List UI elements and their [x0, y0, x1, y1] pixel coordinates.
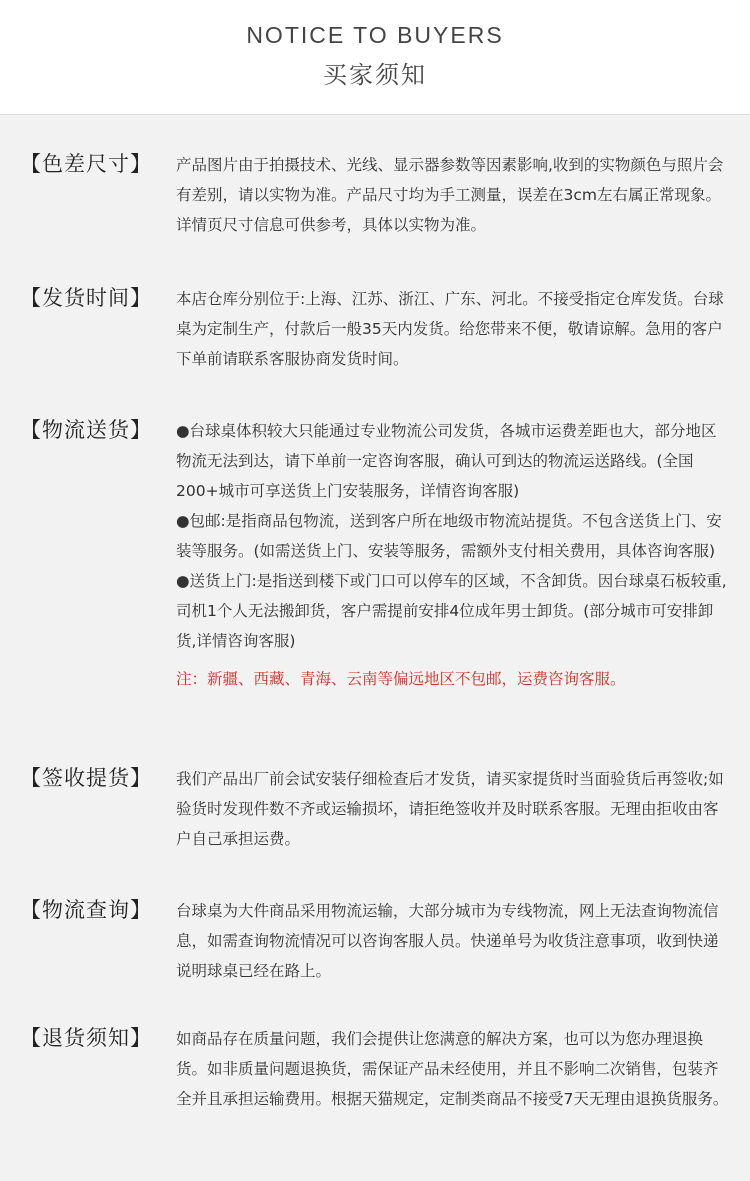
header-subtitle: 买家须知 [323, 61, 427, 89]
section-body-sign-pickup [176, 764, 732, 854]
header-title: NOTICE TO BUYERS [246, 22, 504, 48]
paragraph: 产品图片由于拍摄技术、光线、显示器参数等因素影响,收到的实物颜色与照片会有差别，请以实物为准。产品尺寸均为手工测量，误差在3cm左右属正常现象。详情页尺寸信息可供参考，具体以实物为准。 [176, 156, 724, 234]
section-body-color-size [176, 150, 732, 240]
paragraph: ●送货上门:是指送到楼下或门口可以停车的区域，不含卸货。因台球桌石板较重,司机1个人无法搬卸货，客户需提前安排4位成年男士卸货。(部分城市可安排卸货,详情咨询客服) [176, 572, 727, 650]
paragraph: ●包邮:是指商品包物流，送到客户所在地级市物流站提货。不包含送货上门、安装等服务。(如需送货上门、安装等服务，需额外支付相关费用，具体咨询客服) [176, 512, 722, 560]
section-body-logistics-query [176, 896, 732, 986]
remote-area-note: 注：新疆、西藏、青海、云南等偏远地区不包邮，运费咨询客服。 [176, 670, 626, 688]
page-header [0, 0, 750, 115]
paragraph: 如商品存在质量问题，我们会提供让您满意的解决方案，也可以为您办理退换货。如非质量问题退换货，需保证产品未经使用，并且不影响二次销售，包装齐全并且承担运输费用。根据天猫规定，定制类商品不接受7天无理由退换货服务。 [176, 1030, 729, 1108]
section-body-logistics-delivery [176, 416, 732, 694]
section-label-sign-pickup: 【签收提货】 [20, 766, 152, 790]
section-label-logistics-delivery: 【物流送货】 [20, 418, 152, 442]
paragraph: 我们产品出厂前会试安装仔细检查后才发货，请买家提货时当面验货后再签收;如验货时发现件数不齐或运输损坏，请拒绝签收并及时联系客服。无理由拒收由客户自己承担运费。 [176, 770, 724, 848]
section-label-color-size: 【色差尺寸】 [20, 152, 152, 176]
section-body-return-policy [176, 1024, 732, 1114]
section-body-shipping-time [176, 284, 732, 374]
paragraph: 台球桌为大件商品采用物流运输，大部分城市为专线物流，网上无法查询物流信息，如需查询物流情况可以咨询客服人员。快递单号为收货注意事项，收到快递说明球桌已经在路上。 [176, 902, 719, 980]
section-label-return-policy: 【退货须知】 [20, 1026, 152, 1050]
paragraph: 本店仓库分别位于:上海、江苏、浙江、广东、河北。不接受指定仓库发货。台球桌为定制生产，付款后一般35天内发货。给您带来不便，敬请谅解。急用的客户下单前请联系客服协商发货时间。 [176, 290, 724, 368]
paragraph: ●台球桌体积较大只能通过专业物流公司发货，各城市运费差距也大，部分地区物流无法到达，请下单前一定咨询客服，确认可到达的物流运送路线。(全国200+城市可享送货上门安装服务，详情咨询客服) [176, 422, 717, 500]
section-label-shipping-time: 【发货时间】 [20, 286, 152, 310]
section-label-logistics-query: 【物流查询】 [20, 898, 152, 922]
